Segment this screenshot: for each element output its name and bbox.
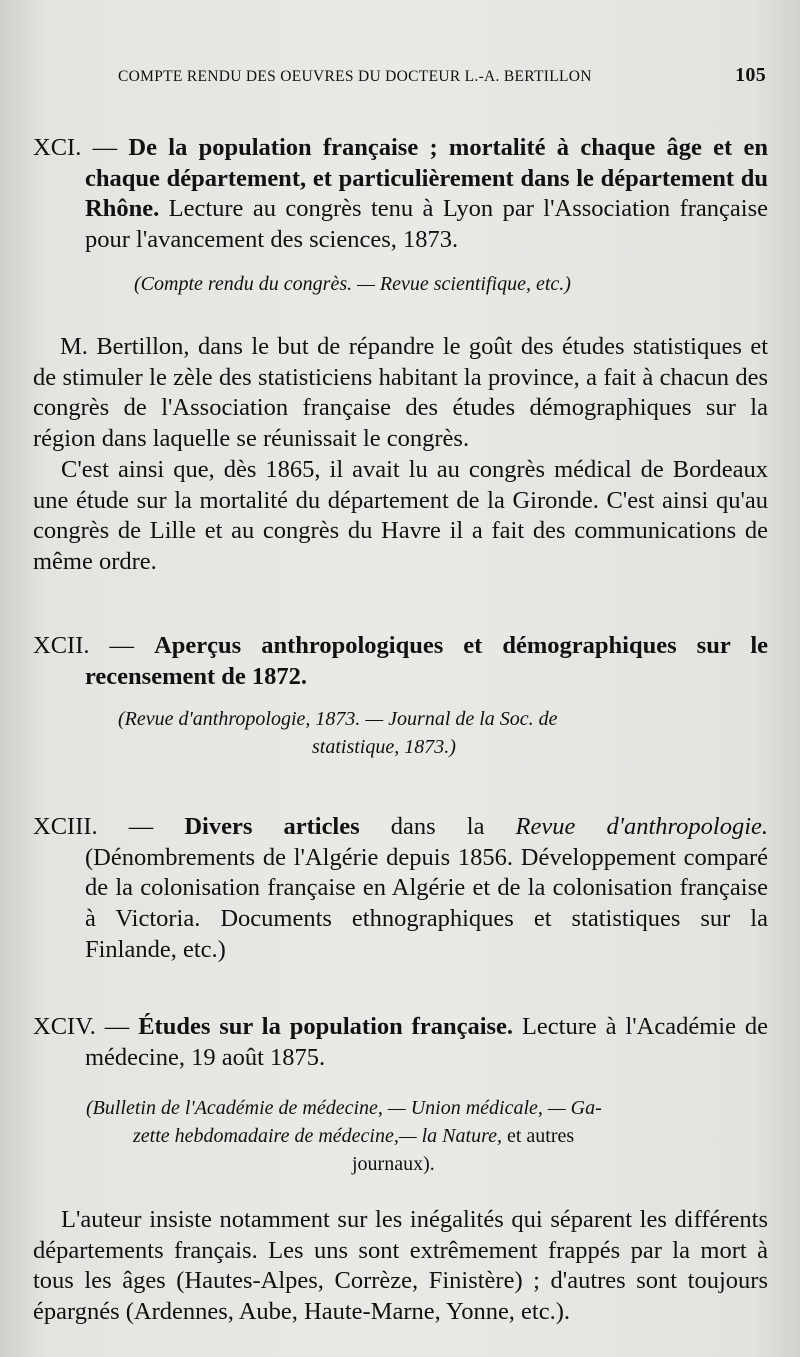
entry-xci-heading: XCI. — De la population française ; mortalité à chaque âge et en chaque département, et particulièrement dans le département du Rhône. Lecture au congrès tenu à Lyon par l'Association française pour l'avancement des sciences, 1873. [33, 134, 769, 254]
running-head [118, 64, 766, 87]
entry-description: (Dénombrements de l'Algérie depuis 1856. Développement comparé de la colonisation française en Algérie et de la colonisation française à Victoria. Documents ethnographiques et statistiques sur la Finlande, etc.) [85, 843, 768, 963]
journal-title: Revue d'anthropologie. [515, 813, 769, 840]
entry-numeral: XCII. [33, 632, 90, 659]
entry-xcii-source-line-1: (Revue d'anthropologie, 1873. — Journal de la Soc. de [118, 708, 558, 730]
entry-numeral: XCI. [33, 134, 82, 161]
entry-title: Divers articles [184, 813, 360, 840]
entry-xcii [33, 631, 768, 692]
paragraph: C'est ainsi que, dès 1865, il avait lu au congrès médical de Bordeaux une étude sur la mortalité du département de la Gironde. C'est ainsi qu'au congrès de Lille et au congrès du Havre il a fait des communications de même ordre. [33, 455, 768, 575]
entry-title: Aperçus anthropologiques et démographiques sur le recensement de 1872. [85, 632, 769, 690]
entry-xciv-source-line-2: zette hebdomadaire de médecine,— la Nature, et autres [133, 1125, 575, 1147]
entry-xciii-heading: XCIII. — Divers articles dans la Revue d'anthropologie. (Dénombrements de l'Algérie depuis 1856. Développement comparé de la colonisation française en Algérie et de la colonisation française à Victoria. Documents ethnographiques et statistiques sur la Finlande, etc.) [33, 813, 769, 963]
page-number: 105 [735, 64, 766, 86]
entry-xciv [33, 1012, 768, 1073]
entry-xciv-source-line-3: journaux). [352, 1153, 435, 1175]
entry-numeral: XCIII. [33, 813, 98, 840]
entry-numeral: XCIV. [33, 1013, 96, 1040]
entry-xci-source: (Compte rendu du congrès. — Revue scientifique, etc.) [134, 273, 571, 295]
running-title: COMPTE RENDU DES OEUVRES DU DOCTEUR L.-A. BERTILLON [118, 68, 592, 85]
entry-description: Lecture au congrès tenu à Lyon par l'Association française pour l'avancement des sciences, 1873. [85, 195, 768, 254]
paragraph: L'auteur insiste notamment sur les inégalités qui séparent les différents départements français. Les uns sont extrêmement frappés par la mort à tous les âges (Hautes-Alpes, Corrèze, Finistère) ; d'autres sont toujours épargnés (Ardennes, Aube, Haute-Marne, Yonne, etc.). [33, 1206, 768, 1326]
body-text-1 [33, 332, 768, 578]
paragraph: M. Bertillon, dans le but de répandre le goût des études statistiques et de stimuler le zèle des statisticiens habitant la province, a fait à chacun des congrès de l'Association française des études démographiques sur la région dans laquelle se réunissait le congrès. [33, 333, 768, 453]
entry-xci [33, 133, 768, 256]
entry-title: Études sur la population française. [138, 1013, 514, 1040]
entry-xcii-heading: XCII. — Aperçus anthropologiques et démographiques sur le recensement de 1872. [33, 632, 769, 690]
body-text-2 [33, 1205, 768, 1328]
entry-description: Lecture à l'Académie de médecine, 19 août 1875. [85, 1013, 769, 1071]
entry-title: De la population française ; mortalité à chaque âge et en chaque département, et particulièrement dans le département du Rhône. [85, 134, 769, 223]
entry-xcii-source-line-2: statistique, 1873.) [312, 736, 456, 758]
entry-xciv-source-line-1: (Bulletin de l'Académie de médecine, — Union médicale, — Ga- [86, 1097, 602, 1119]
entry-xciv-heading: XCIV. — Études sur la population française. Lecture à l'Académie de médecine, 19 août 1875. [33, 1013, 769, 1071]
entry-xciii [33, 812, 768, 966]
